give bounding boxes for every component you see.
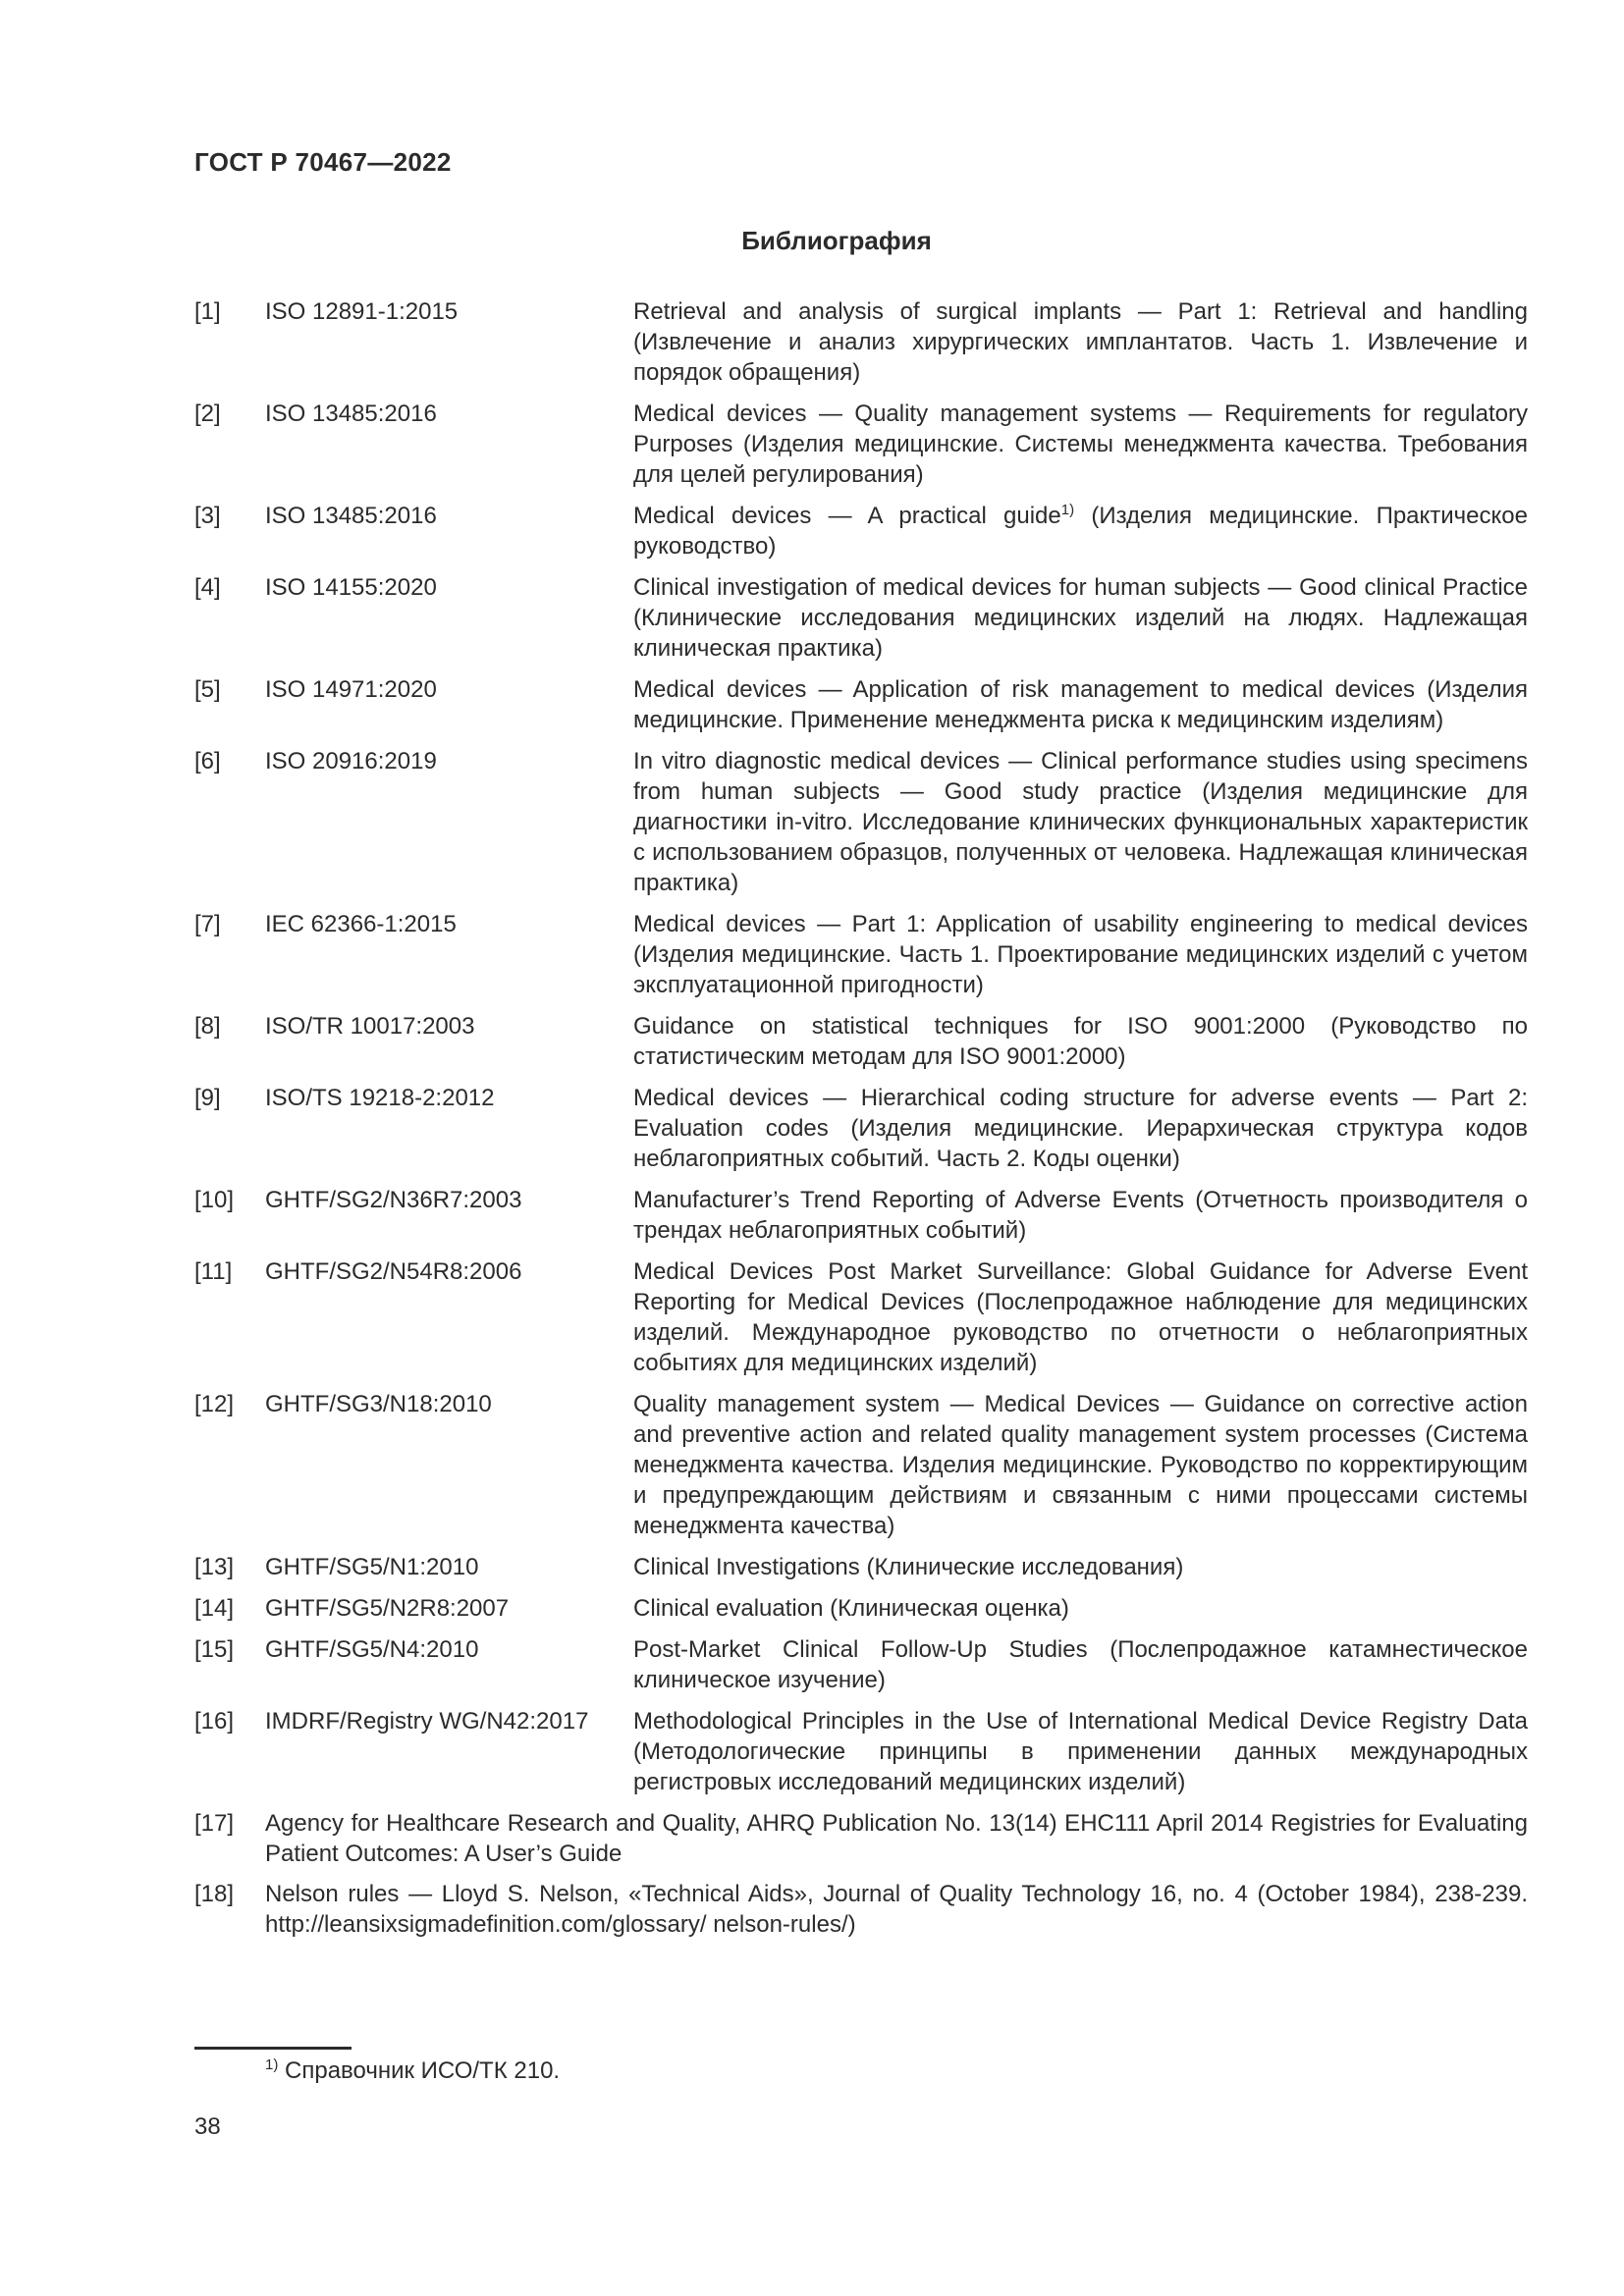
entry-description: Post-Market Clinical Follow-Up Studies (Послепродажное катамнестическое клиническое изучение): [633, 1636, 1528, 1693]
bibliography-entry-3: [194, 501, 1528, 561]
entry-number: [10]: [194, 1187, 235, 1213]
entry-standard-code: GHTF/SG2/N54R8:2006: [265, 1258, 522, 1285]
entry-description: [633, 501, 1528, 561]
document-code-header: ГОСТ Р 70467—2022: [194, 147, 452, 177]
bibliography-list: [194, 296, 1528, 1949]
entry-full-citation: Nelson rules — Lloyd S. Nelson, «Technical Aids», Journal of Quality Technology 16, no. 4 (October 1984), 238-239. http://leansixsigmadefinition.com/glossary/ nelson-rules/): [265, 1881, 1528, 1938]
entry-number: [16]: [194, 1708, 235, 1735]
bibliography-entry-14: [194, 1593, 1528, 1624]
footnote: [265, 2057, 560, 2085]
entry-description: Retrieval and analysis of surgical implants — Part 1: Retrieval and handling (Извлечение и анализ хирургических имплантатов. Часть 1. Извлечение и порядок обращения): [633, 298, 1528, 386]
entry-description-translation: (Изделия медицинские. Практическое руководство): [633, 503, 1528, 560]
bibliography-entry-10: [194, 1185, 1528, 1246]
entry-number: [1]: [194, 298, 221, 325]
entry-standard-code: IMDRF/Registry WG/N42:2017: [265, 1708, 589, 1735]
footnote-mark: 1): [265, 2056, 279, 2073]
bibliography-title: Библиография: [741, 226, 932, 255]
bibliography-entry-16: [194, 1706, 1528, 1797]
page-number: 38: [194, 2113, 221, 2140]
entry-standard-code: ISO 14155:2020: [265, 574, 437, 601]
entry-standard-code: ISO 13485:2016: [265, 400, 437, 427]
entry-number: [17]: [194, 1810, 235, 1837]
entry-description: Clinical investigation of medical devices for human subjects — Good clinical Practice (Клинические исследования медицинских изделий на людях. Надлежащая клиническая практика): [633, 574, 1528, 662]
footnote-divider: [194, 2047, 352, 2050]
entry-standard-code: GHTF/SG2/N36R7:2003: [265, 1187, 522, 1213]
entry-full-citation: Agency for Healthcare Research and Quality, AHRQ Publication No. 13(14) EHC111 April 2014 Registries for Evaluating Patient Outcomes: A User’s Guide: [265, 1810, 1528, 1867]
entry-standard-code: GHTF/SG5/N1:2010: [265, 1554, 479, 1580]
entry-number: [7]: [194, 911, 221, 937]
entry-standard-code: ISO 12891-1:2015: [265, 298, 459, 325]
bibliography-entry-15: [194, 1634, 1528, 1695]
bibliography-entry-6: [194, 746, 1528, 898]
entry-description: Medical devices — Application of risk management to medical devices (Изделия медицинские. Применение менеджмента риска к медицинским изделиям): [633, 676, 1528, 733]
entry-standard-code: ISO/TR 10017:2003: [265, 1013, 475, 1040]
bibliography-entry-4: [194, 572, 1528, 664]
entry-description: Methodological Principles in the Use of International Medical Device Registry Data (Методологические принципы в применении данных международных регистровых исследований медицинских изделий): [633, 1708, 1528, 1795]
entry-standard-code: ISO/TS 19218-2:2012: [265, 1085, 495, 1111]
entry-number: [11]: [194, 1258, 233, 1285]
bibliography-entry-11: [194, 1256, 1528, 1378]
bibliography-entry-17: [194, 1808, 1528, 1869]
entry-description: Clinical Investigations (Клинические исследования): [633, 1554, 1184, 1580]
bibliography-entry-12: [194, 1389, 1528, 1541]
entry-description: Guidance on statistical techniques for ISO 9001:2000 (Руководство по статистическим методам для ISO 9001:2000): [633, 1013, 1528, 1070]
bibliography-entry-8: [194, 1011, 1528, 1072]
footnote-reference: 1): [1060, 502, 1075, 518]
entry-number: [14]: [194, 1595, 235, 1622]
entry-number: [5]: [194, 676, 221, 703]
entry-description: Quality management system — Medical Devices — Guidance on corrective action and preventive action and related quality management system processes (Система менеджмента качества. Изделия медицинские. Руководство по корректирующим и предупреждающим действиям и связанным с ними процессами системы менеджмента качества): [633, 1391, 1528, 1539]
entry-standard-code: GHTF/SG5/N4:2010: [265, 1636, 479, 1663]
entry-number: [18]: [194, 1881, 235, 1907]
entry-standard-code: ISO 20916:2019: [265, 748, 437, 774]
entry-description: Medical devices — Hierarchical coding structure for adverse events — Part 2: Evaluation codes (Изделия медицинские. Иерархическая структура кодов неблагоприятных событий. Часть 2. Коды оценки): [633, 1085, 1528, 1172]
bibliography-entry-1: [194, 296, 1528, 388]
entry-number: [3]: [194, 503, 221, 529]
entry-standard-code: GHTF/SG5/N2R8:2007: [265, 1595, 510, 1622]
entry-standard-code: IEC 62366-1:2015: [265, 911, 457, 937]
entry-number: [9]: [194, 1085, 221, 1111]
bibliography-entry-9: [194, 1083, 1528, 1174]
entry-description: Medical Devices Post Market Surveillance: Global Guidance for Adverse Event Reporting for Medical Devices (Послепродажное наблюдение для медицинских изделий. Международное руководство по отчетности о неблагоприятных событиях для медицинских изделий): [633, 1258, 1528, 1376]
entry-description: Medical devices — Quality management systems — Requirements for regulatory Purposes (Изделия медицинские. Системы менеджмента качества. Требования для целей регулирования): [633, 400, 1528, 488]
entry-number: [12]: [194, 1391, 235, 1417]
entry-description: Manufacturer’s Trend Reporting of Adverse Events (Отчетность производителя о трендах неблагоприятных событий): [633, 1187, 1528, 1244]
entry-number: [6]: [194, 748, 221, 774]
entry-standard-code: ISO 13485:2016: [265, 503, 437, 529]
entry-number: [8]: [194, 1013, 221, 1040]
footnote-text: Справочник ИСО/ТК 210.: [278, 2057, 561, 2084]
entry-number: [4]: [194, 574, 221, 601]
entry-standard-code: GHTF/SG3/N18:2010: [265, 1391, 492, 1417]
entry-description-title: Medical devices — A practical guide: [633, 503, 1061, 529]
bibliography-entry-2: [194, 399, 1528, 490]
entry-standard-code: ISO 14971:2020: [265, 676, 437, 703]
entry-number: [2]: [194, 400, 221, 427]
bibliography-entry-13: [194, 1552, 1528, 1582]
entry-number: [13]: [194, 1554, 235, 1580]
entry-description: In vitro diagnostic medical devices — Clinical performance studies using specimens from human subjects — Good study practice (Изделия медицинские для диагностики in-vitro. Исследование клинических функциональных характеристик с использованием образцов, полученных от человека. Надлежащая клиническая практика): [633, 748, 1528, 896]
entry-description: Medical devices — Part 1: Application of usability engineering to medical devices (Изделия медицинские. Часть 1. Проектирование медицинских изделий с учетом эксплуатационной пригодности): [633, 911, 1528, 998]
bibliography-entry-5: [194, 674, 1528, 735]
entry-number: [15]: [194, 1636, 235, 1663]
entry-description: Clinical evaluation (Клиническая оценка): [633, 1595, 1069, 1622]
bibliography-entry-18: [194, 1879, 1528, 1940]
bibliography-entry-7: [194, 909, 1528, 1000]
